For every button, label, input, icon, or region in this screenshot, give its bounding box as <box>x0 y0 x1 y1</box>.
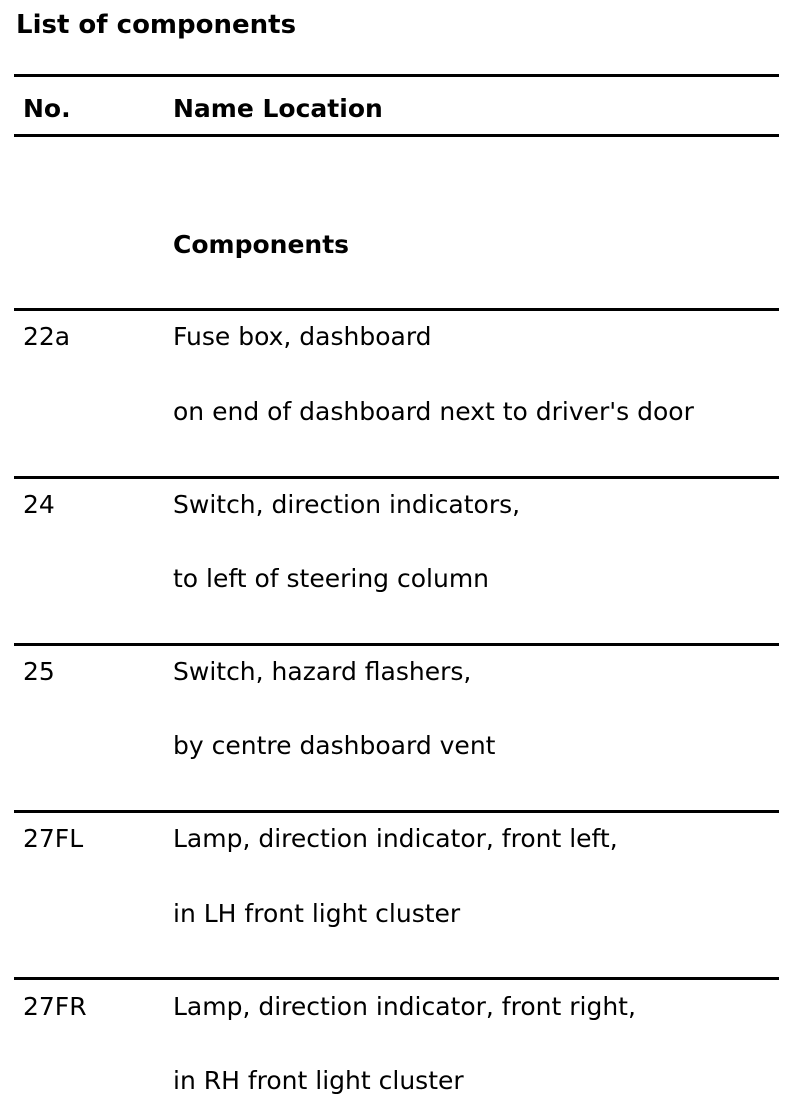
row-number: 25 <box>23 657 55 686</box>
section-heading: Components <box>173 230 350 259</box>
header-number: No. <box>23 94 71 123</box>
row-number: 27FR <box>23 992 87 1021</box>
row-number: 22a <box>23 322 71 351</box>
row-name: Switch, direction indicators, <box>173 490 521 519</box>
row-number: 27FL <box>23 824 84 853</box>
row-location: in LH front light cluster <box>173 899 461 928</box>
row-location: in RH front light cluster <box>173 1066 464 1095</box>
header-bottom-rule <box>14 134 779 137</box>
row-number: 24 <box>23 490 55 519</box>
row-name: Lamp, direction indicator, front right, <box>173 992 636 1021</box>
table-top-rule <box>14 74 779 77</box>
row-divider <box>14 476 779 479</box>
row-location: by centre dashboard vent <box>173 731 496 760</box>
row-divider <box>14 308 779 311</box>
row-divider <box>14 643 779 646</box>
row-name: Fuse box, dashboard <box>173 322 432 351</box>
row-divider <box>14 977 779 980</box>
row-location: on end of dashboard next to driver's door <box>173 397 694 426</box>
header-name-location: Name Location <box>173 94 383 123</box>
row-name: Lamp, direction indicator, front left, <box>173 824 618 853</box>
row-name: Switch, hazard flashers, <box>173 657 472 686</box>
row-divider <box>14 810 779 813</box>
document-title: List of components <box>16 10 297 40</box>
row-location: to left of steering column <box>173 564 490 593</box>
